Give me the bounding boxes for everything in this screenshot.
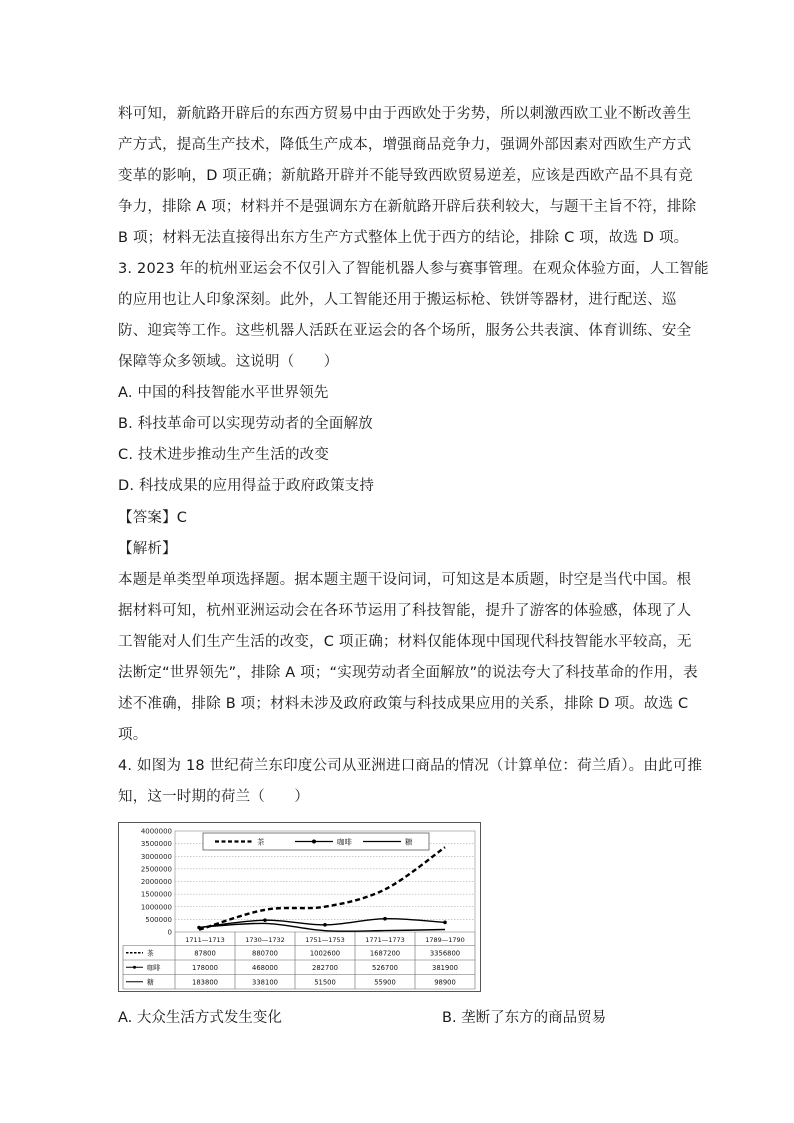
data-point — [264, 923, 265, 924]
data-point — [323, 923, 327, 927]
question-3-stem: 保障等众多领域。这说明（ ） — [118, 354, 339, 370]
text-line: 争力，排除 A 项；材料并不是强调东方在新航路开辟后获利较大，与题干主旨不符，排除 — [118, 199, 697, 215]
table-row-label: 咖啡 — [147, 963, 161, 972]
import-chart — [118, 822, 481, 992]
question-3-stem: 3. 2023 年的杭州亚运会不仅引入了智能机器人参与赛事管理。在观众体验方面，人工智能 — [118, 261, 709, 277]
analysis-line: 法断定“世界领先”，排除 A 项；“实现劳动者全面解放”的说法夸大了科技革命的作用，表 — [118, 665, 698, 681]
table-cell: 338100 — [252, 978, 278, 987]
data-point — [384, 889, 385, 890]
table-cell: 1002600 — [309, 949, 341, 958]
table-cell: 98900 — [434, 978, 456, 987]
question-3-stem: 防、迎宾等工作。这些机器人活跃在亚运会的各个场所，服务公共表演、体育训练、安全 — [118, 323, 692, 339]
data-point — [384, 930, 385, 931]
question-4-stem: 知，这一时期的荷兰（ ） — [118, 789, 310, 805]
question-4-option-b: B. 垄断了东方的商品贸易 — [442, 1010, 607, 1026]
legend-label: 咖啡 — [337, 837, 352, 847]
y-tick-label: 2000000 — [140, 878, 172, 886]
answer-label: 【答案】C — [118, 510, 188, 526]
series-line — [199, 919, 445, 928]
data-point — [198, 927, 199, 928]
table-cell: 51500 — [314, 978, 336, 987]
table-cell: 178000 — [192, 963, 218, 972]
question-4-option-a: A. 大众生活方式发生变化 — [118, 1010, 282, 1026]
text-line: B 项；材料无法直接得出东方生产方式整体上优于西方的结论，排除 C 项，故选 D 项。 — [118, 230, 689, 246]
question-3-option-d: D. 科技成果的应用得益于政府政策支持 — [118, 478, 375, 494]
data-point — [443, 921, 447, 925]
y-tick-label: 500000 — [145, 915, 172, 924]
question-4-stem: 4. 如图为 18 世纪荷兰东印度公司从亚洲进口商品的情况（计算单位：荷兰盾）。由此可推 — [118, 758, 703, 774]
table-cell: 183800 — [192, 978, 218, 987]
analysis-line: 工智能对人们生产生活的改变，C 项正确；材料仅能体现中国现代科技智能水平较高，无 — [118, 634, 692, 650]
data-point — [444, 929, 445, 930]
question-3-option-c: C. 技术进步推动生产生活的改变 — [118, 447, 330, 463]
table-cell: 381900 — [432, 963, 458, 972]
y-tick-label: 3000000 — [140, 852, 172, 861]
y-tick-label: 4000000 — [140, 827, 172, 836]
y-tick-label: 0 — [167, 928, 172, 937]
table-cell: 1687200 — [369, 949, 401, 958]
table-cell: 468000 — [252, 963, 278, 972]
data-point — [198, 929, 199, 930]
line-chart — [119, 823, 480, 991]
x-tick-label: 1730—1732 — [245, 936, 285, 944]
legend-label: 糖 — [405, 837, 413, 847]
text-line: 料可知，新航路开辟后的东西方贸易中由于西欧处于劣势，所以刺激西欧工业不断改善生 — [118, 106, 692, 122]
x-tick-label: 1771—1773 — [365, 936, 405, 944]
table-cell: 880700 — [252, 949, 278, 958]
analysis-line: 本题是单类型单项选择题。据本题主题干设问词，可知这是本质题，时空是当代中国。根 — [118, 572, 692, 588]
table-cell: 3356800 — [429, 949, 461, 958]
x-tick-label: 1711—1713 — [185, 936, 225, 944]
text-line: 产方式，提高生产技术，降低生产成本，增强商品竞争力，强调外部因素对西欧生产方式 — [118, 137, 692, 153]
x-tick-label: 1789—1790 — [425, 936, 465, 944]
text-line: 变革的影响，D 项正确；新航路开辟并不能导致西欧贸易逆差，应该是西欧产品不具有竞 — [118, 168, 693, 184]
data-point — [264, 909, 265, 910]
x-tick-label: 1751—1753 — [305, 936, 345, 944]
legend-label: 茶 — [257, 837, 265, 847]
data-point — [324, 906, 325, 907]
question-3-option-b: B. 科技革命可以实现劳动者的全面解放 — [118, 416, 373, 432]
data-point — [324, 930, 325, 931]
table-row-label: 茶 — [147, 949, 154, 958]
series-line — [199, 847, 445, 930]
table-cell: 526700 — [372, 963, 398, 972]
analysis-label: 【解析】 — [118, 541, 177, 557]
analysis-line: 项。 — [118, 727, 148, 743]
y-tick-label: 3500000 — [140, 840, 172, 849]
table-cell: 282700 — [312, 963, 338, 972]
table-key-marker — [133, 966, 136, 969]
legend-marker — [312, 840, 316, 844]
question-3-option-a: A. 中国的科技智能水平世界领先 — [118, 385, 329, 401]
table-cell: 87800 — [194, 949, 216, 958]
data-point — [383, 917, 387, 921]
y-tick-label: 1000000 — [140, 903, 172, 912]
y-tick-label: 2500000 — [140, 865, 172, 874]
table-cell: 55900 — [374, 978, 396, 987]
data-point — [263, 918, 267, 922]
analysis-line: 据材料可知，杭州亚洲运动会在各环节运用了科技智能，提升了游客的体验感，体现了人 — [118, 603, 692, 619]
question-3-stem: 的应用也让人印象深刻。此外，人工智能还用于搬运标枪、铁饼等器材，进行配送、巡 — [118, 292, 677, 308]
y-tick-label: 1500000 — [140, 890, 172, 899]
data-point — [444, 847, 445, 848]
analysis-line: 述不准确，排除 B 项；材料未涉及政府政策与科技成果应用的关系，排除 D 项。故选 C — [118, 696, 689, 712]
table-row-label: 糖 — [147, 978, 154, 987]
